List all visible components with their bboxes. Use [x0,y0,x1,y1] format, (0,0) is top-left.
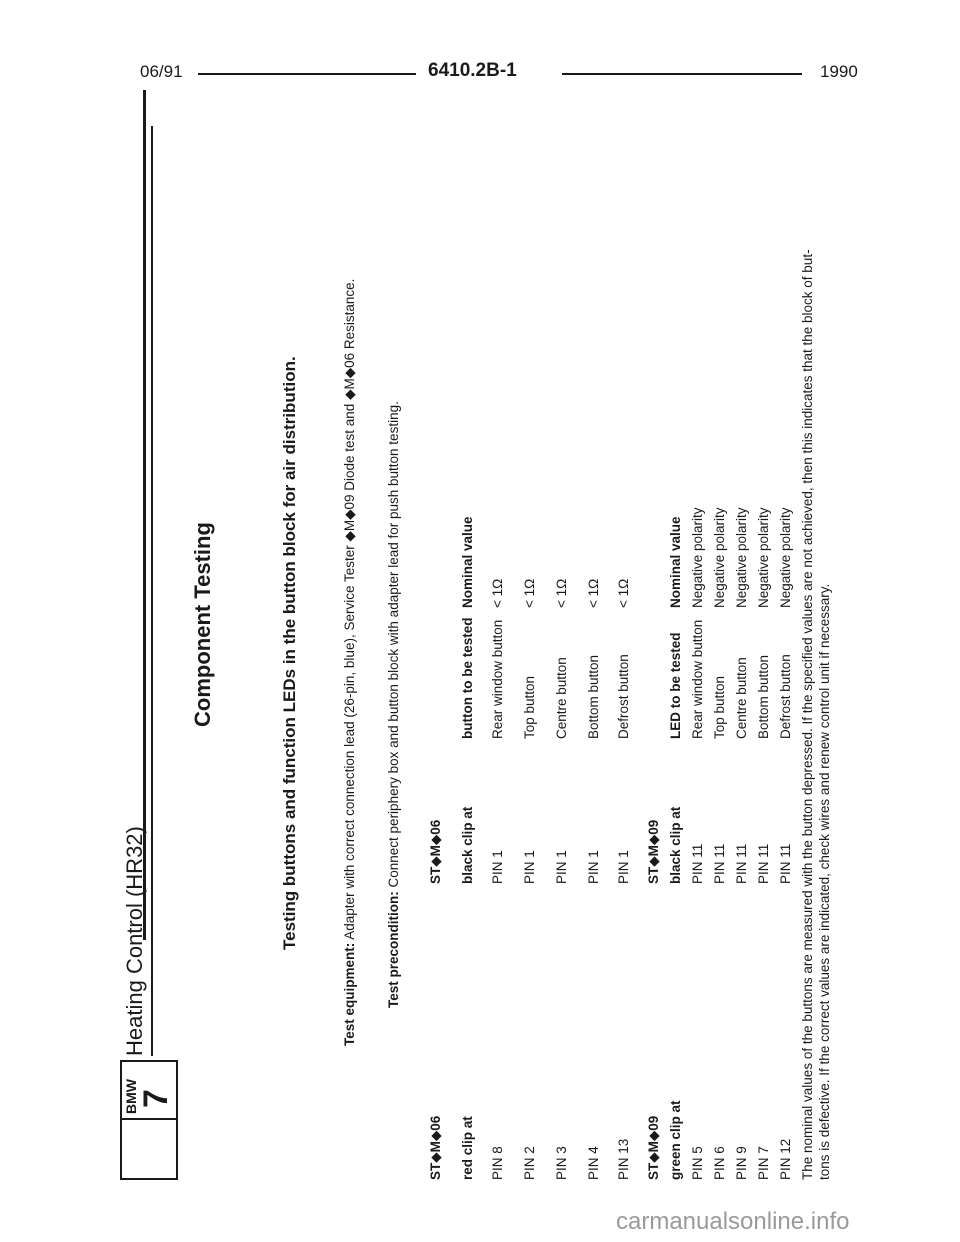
table-cell: PIN 2 [522,1146,537,1180]
table-cell: Top button [712,675,727,739]
table-cell: PIN 8 [490,1146,505,1180]
table-cell: PIN 11 [690,843,705,884]
header-year: 1990 [820,62,858,81]
logo-brand-text: BMW [123,1079,139,1114]
section-header-title: Heating Control (HR32) [122,826,147,1056]
table-cell: < 1Ω [522,578,537,608]
table-cell: PIN 3 [554,1146,569,1180]
table-cell: PIN 12 [778,1138,793,1180]
table-cell: Bottom button [586,654,601,739]
table-cell: PIN 1 [586,850,601,884]
subtitle: Testing buttons and function LEDs in the button block for air distribution. [280,356,299,950]
table-cell: PIN 6 [712,1146,727,1180]
main-title: Component Testing [190,522,215,727]
table-cell: Negative polarity [734,507,749,608]
test-equipment-paragraph [342,279,358,1046]
table-cell: < 1Ω [554,578,569,608]
table-header: black clip at [460,806,475,884]
table-cell: Centre button [554,657,569,739]
watermark-text: carmanualsonline.info [616,1208,850,1235]
table-cell: Defrost button [778,654,793,739]
table-cell: Rear window button [690,619,705,739]
table-cell: PIN 7 [756,1146,771,1180]
footnote-line-1: The nominal values of the buttons are measured with the button depressed. If the specified values are not achieved, then this indicates that the block of but- [800,249,815,1180]
table-group-label: ST◆M◆09 [646,1115,661,1180]
table-group-label: ST◆M◆09 [646,819,661,884]
document-code: 6410.2B-1 [428,60,517,81]
test-precondition-paragraph [386,401,401,1008]
table-header: LED to be tested [668,632,683,739]
table-cell: Negative polarity [778,507,793,608]
table-cell: Centre button [734,657,749,739]
table-header: black clip at [668,806,683,884]
test-precondition-label: Test precondition: [386,891,401,1008]
footnote-line-2: tons is defective. If the correct values are indicated, check wires and renew control unit if necessary. [817,583,832,1180]
table-cell: PIN 4 [586,1146,601,1180]
test-equipment-label: Test equipment: [342,942,357,1046]
table-cell: Negative polarity [712,507,727,608]
table-cell: Negative polarity [756,507,771,608]
test-equipment-text: Adapter with correct connection lead (26-pin, blue), Service Tester ◆M◆09 Diode test and ◆M◆06 Resistance. [342,278,357,940]
table-cell: PIN 11 [778,843,793,884]
table-cell: PIN 1 [554,850,569,884]
table-cell: PIN 11 [712,843,727,884]
logo-series-number: 7 [137,1089,175,1108]
table-cell: < 1Ω [586,578,601,608]
table-group-label: ST◆M◆06 [428,819,443,884]
table-cell: PIN 11 [756,843,771,884]
table-cell: PIN 1 [490,850,505,884]
table-cell: Top button [522,675,537,739]
table-cell: PIN 13 [616,1138,631,1180]
header-date: 06/91 [140,62,183,81]
table-cell: PIN 9 [734,1146,749,1180]
bmw-logo-box [120,1060,178,1180]
test-precondition-text: Connect periphery box and button block with adapter lead for push button testing. [386,401,401,888]
table-cell: PIN 1 [616,850,631,884]
table-cell: PIN 11 [734,843,749,884]
table-header: Nominal value [460,516,475,608]
table-cell: PIN 5 [690,1146,705,1180]
table-cell: < 1Ω [616,578,631,608]
table-cell: Bottom button [756,654,771,739]
table-group-label: ST◆M◆06 [428,1115,443,1180]
table-cell: Negative polarity [690,507,705,608]
table-cell: Rear window button [490,619,505,739]
table-header: Nominal value [668,516,683,608]
section-header-rule [151,126,153,1056]
table-cell: PIN 1 [522,850,537,884]
table-cell: < 1Ω [490,578,505,608]
table-header: button to be tested [460,617,475,739]
logo-blank-cell [122,1118,176,1178]
table-cell: Defrost button [616,654,631,739]
table-header: red clip at [460,1116,475,1180]
table-header: green clip at [668,1100,683,1180]
